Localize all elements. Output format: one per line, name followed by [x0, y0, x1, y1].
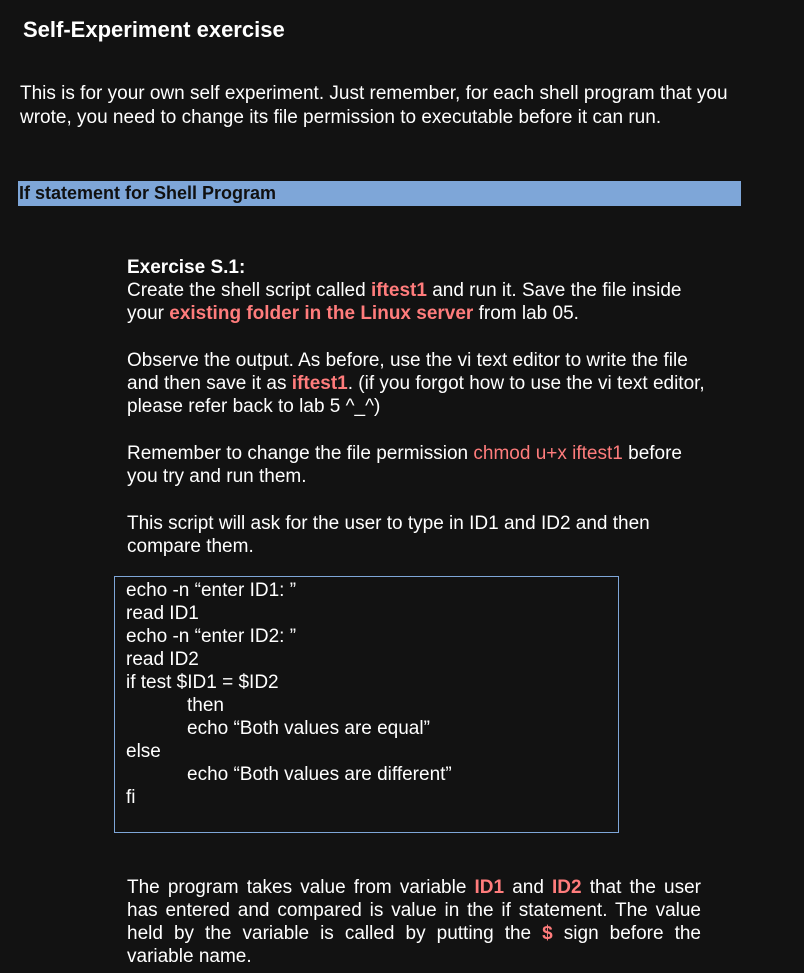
text-run: . (if you forgot how to use the vi text editor, please refer back to lab 5 ^_^) — [127, 373, 705, 417]
exercise-heading: Exercise S.1: — [127, 257, 246, 278]
dollar-sign-highlight: $ — [542, 923, 553, 944]
code-line: read ID2 — [126, 649, 199, 670]
code-listing — [114, 576, 619, 833]
exercise-paragraph-3 — [127, 442, 707, 488]
text-run: sign before the variable name. — [127, 923, 702, 967]
code-line: echo “Both values are different” — [187, 764, 452, 785]
code-line: if test $ID1 = $ID2 — [126, 672, 279, 693]
script-name-highlight: iftest1 — [291, 373, 348, 394]
script-name-highlight: iftest1 — [370, 280, 427, 301]
text-run: and — [504, 877, 553, 898]
code-line: fi — [126, 787, 136, 808]
exercise-paragraph-4: This script will ask for the user to type in ID1 and ID2 and then compare them. — [127, 513, 650, 557]
exercise-paragraph-2 — [127, 349, 707, 418]
folder-highlight: existing folder in the Linux server — [169, 303, 474, 324]
code-line: read ID1 — [126, 603, 199, 624]
code-line: echo “Both values are equal” — [187, 718, 430, 739]
text-run: Create the shell script called — [127, 280, 371, 301]
variable-highlight: ID2 — [552, 877, 582, 898]
text-run: The program takes value from variable — [127, 877, 475, 898]
code-line: echo -n “enter ID2: ” — [126, 626, 297, 647]
text-run: from lab 05. — [473, 303, 579, 324]
text-run: Observe the output. As before, use the vi text editor to write the file and then save it as — [127, 350, 688, 394]
page-title: Self-Experiment exercise — [23, 17, 285, 42]
variable-highlight: ID1 — [474, 877, 505, 898]
text-run: before you try and run them. — [127, 443, 682, 487]
exercise-block — [127, 256, 707, 582]
closing-paragraph — [127, 876, 701, 968]
intro-paragraph: This is for your own self experiment. Just remember, for each shell program that you wrote, you need to change its file permission to executable before it can run. — [20, 83, 728, 128]
text-run: that the user has entered and compared is value in the if statement. The value held by the variable is called by putting the — [127, 877, 701, 944]
section-heading: If statement for Shell Program — [18, 181, 741, 206]
code-line: else — [126, 741, 161, 762]
code-line: then — [187, 695, 224, 716]
code-line: echo -n “enter ID1: ” — [126, 580, 297, 601]
text-run: and run it. Save the file inside your — [127, 280, 682, 324]
text-run: Remember to change the file permission — [127, 443, 474, 464]
chmod-command-highlight: chmod u+x iftest1 — [473, 443, 623, 464]
exercise-paragraph-1 — [127, 279, 707, 325]
